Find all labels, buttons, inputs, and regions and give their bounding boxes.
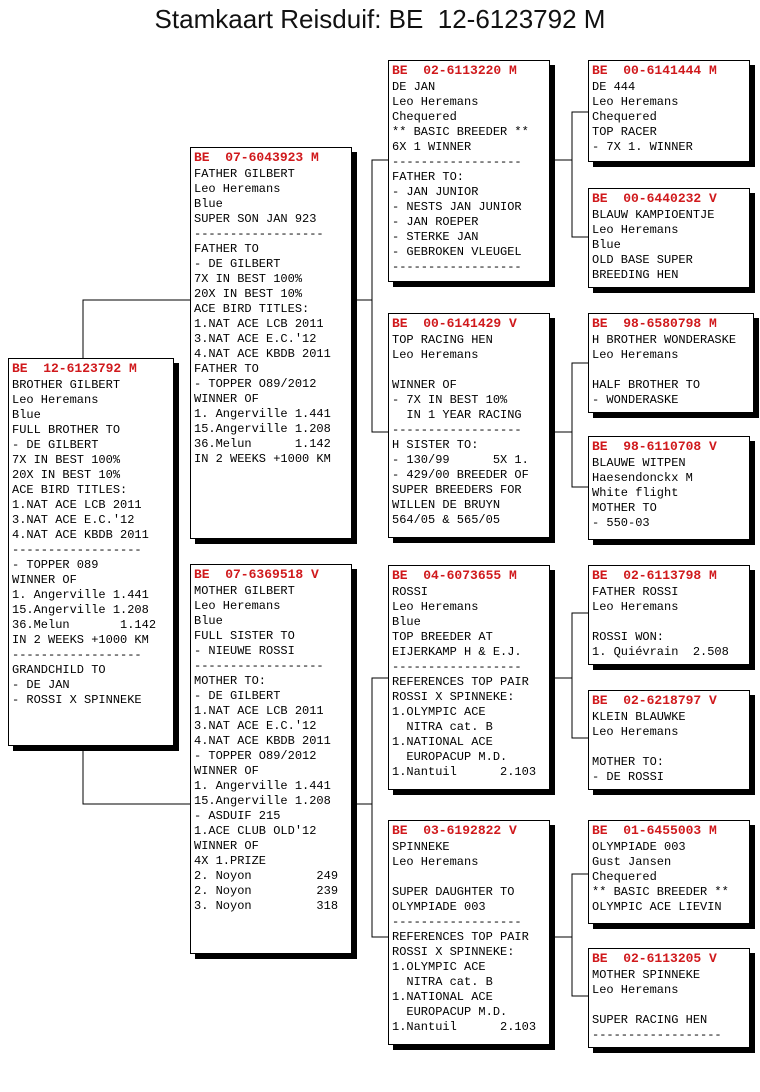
card-line: ------------------ [12, 648, 142, 662]
card-lines [194, 167, 348, 467]
card-line: BLAUWE WITPEN [592, 456, 686, 470]
ring-number: BE 00-6141429 V [392, 316, 517, 331]
connector-ff-fff [550, 112, 588, 160]
card-line: - NESTS JAN JUNIOR [392, 200, 522, 214]
card-line: 4.NAT ACE KBDB 2011 [194, 734, 331, 748]
card-line: SUPER BREEDERS FOR [392, 483, 522, 497]
card-line: 2. Noyon 249 [194, 869, 339, 883]
card-line: 3.NAT ACE E.C.'12 [194, 332, 317, 346]
connector-father-fm [372, 300, 388, 432]
card-line: ------------------ [392, 260, 522, 274]
connector-mf-mfm [572, 678, 588, 738]
pigeon-card-mother-mother [388, 820, 550, 1045]
card-line: REFERENCES TOP PAIR [392, 675, 529, 689]
card-line [592, 363, 750, 378]
card-line: REFERENCES TOP PAIR [392, 930, 529, 944]
card-line: FATHER TO [194, 362, 259, 376]
card-line: 1.NAT ACE LCB 2011 [194, 317, 324, 331]
connector-fm-fmm [572, 432, 588, 487]
card-line: WINNER OF [194, 839, 259, 853]
card-line: H SISTER TO: [392, 438, 479, 452]
card-line: Blue [12, 408, 41, 422]
card-line: TOP RACER [592, 125, 657, 139]
card-line: Blue [194, 197, 223, 211]
pigeon-card-mmm [588, 948, 750, 1048]
card-line: 1. Angerville 1.441 [194, 407, 331, 421]
ring-number: BE 12-6123792 M [12, 361, 137, 376]
card-line: ------------------ [12, 543, 142, 557]
card-lines [392, 333, 546, 528]
card-lines [12, 378, 170, 708]
pigeon-card-father [190, 147, 352, 539]
card-line: - DE GILBERT [194, 689, 281, 703]
ring-number: BE 04-6073655 M [392, 568, 517, 583]
card-line [592, 615, 746, 630]
card-line: IN 2 WEEKS +1000 KM [194, 452, 331, 466]
card-line: SUPER RACING HEN [592, 1013, 708, 1027]
card-line: 1.Nantuil 2.103 [392, 765, 537, 779]
card-line: Leo Heremans [592, 348, 679, 362]
card-line: Haesendonckx M [592, 471, 693, 485]
ring-number: BE 00-6440232 V [592, 191, 717, 206]
card-line: Chequered [592, 110, 657, 124]
card-line [392, 870, 546, 885]
card-line: 1.OLYMPIC ACE [392, 705, 486, 719]
card-line: ** BASIC BREEDER ** [392, 125, 529, 139]
connector-subject-father [83, 300, 190, 358]
card-line: 2. Noyon 239 [194, 884, 339, 898]
ring-number: BE 03-6192822 V [392, 823, 517, 838]
card-line: FATHER TO: [392, 170, 465, 184]
card-line: OLYMPIC ACE LIEVIN [592, 900, 722, 914]
card-line: - STERKE JAN [392, 230, 479, 244]
card-line: - TOPPER O89/2012 [194, 377, 317, 391]
card-line: - 130/99 5X 1. [392, 453, 529, 467]
card-line: OLD BASE SUPER [592, 253, 693, 267]
card-line: 7X IN BEST 100% [12, 453, 121, 467]
card-line: MOTHER TO: [592, 755, 665, 769]
card-line: - WONDERASKE [592, 393, 679, 407]
card-lines [592, 80, 746, 155]
ring-number: BE 07-6043923 M [194, 150, 319, 165]
card-line: WINNER OF [194, 764, 259, 778]
card-line: - NIEUWE ROSSI [194, 644, 295, 658]
card-line: White flight [592, 486, 679, 500]
pigeon-card-mother [190, 564, 352, 954]
card-line: 36.Melun 1.142 [12, 618, 157, 632]
ring-number: BE 01-6455003 M [592, 823, 717, 838]
card-lines [392, 80, 546, 275]
card-line: BROTHER GILBERT [12, 378, 121, 392]
card-line: Leo Heremans [592, 725, 679, 739]
card-line: ------------------ [392, 155, 522, 169]
card-line: 1.OLYMPIC ACE [392, 960, 486, 974]
page-title: Stamkaart Reisduif: BE 12-6123792 M [154, 4, 606, 34]
card-lines [592, 456, 746, 531]
card-line: EUROPACUP M.D. [392, 1005, 508, 1019]
card-line: 15.Angerville 1.208 [194, 422, 331, 436]
card-line: TOP BREEDER AT [392, 630, 493, 644]
card-line: ------------------ [392, 423, 522, 437]
card-line: - TOPPER 089 [12, 558, 99, 572]
pigeon-card-fff [588, 60, 750, 162]
card-line: MOTHER SPINNEKE [592, 968, 701, 982]
card-line: MOTHER TO: [194, 674, 267, 688]
card-line: - ASDUIF 215 [194, 809, 281, 823]
card-line: SUPER SON JAN 923 [194, 212, 317, 226]
card-lines [194, 584, 348, 914]
card-lines [592, 840, 746, 915]
pigeon-card-fmf [588, 313, 754, 413]
card-line: IN 1 YEAR RACING [392, 408, 522, 422]
card-line: - 7X IN BEST 10% [392, 393, 508, 407]
card-line: - DE GILBERT [194, 257, 281, 271]
card-line: Leo Heremans [194, 182, 281, 196]
card-line: H BROTHER WONDERASKE [592, 333, 737, 347]
card-line: 4X 1.PRIZE [194, 854, 267, 868]
card-line: 1. Quiévrain 2.508 [592, 645, 729, 659]
card-lines [392, 840, 546, 1035]
pigeon-card-mff [588, 565, 750, 665]
card-line: 3. Noyon 318 [194, 899, 339, 913]
card-line: ** BASIC BREEDER ** [592, 885, 729, 899]
card-line: 1.NATIONAL ACE [392, 990, 493, 1004]
card-line: - DE ROSSI [592, 770, 665, 784]
card-line: WINNER OF [194, 392, 259, 406]
card-line: FATHER TO [194, 242, 259, 256]
card-line: ROSSI [392, 585, 429, 599]
card-line: BREEDING HEN [592, 268, 679, 282]
card-line: EUROPACUP M.D. [392, 750, 508, 764]
card-line [592, 740, 746, 755]
card-lines [592, 710, 746, 785]
card-line: FULL SISTER TO [194, 629, 295, 643]
card-line: WINNER OF [12, 573, 77, 587]
card-line: EIJERKAMP H & E.J. [392, 645, 522, 659]
card-line: WINNER OF [392, 378, 457, 392]
card-line: Chequered [592, 870, 657, 884]
card-line: Leo Heremans [392, 348, 479, 362]
card-line: OLYMPIADE 003 [592, 840, 686, 854]
card-line: FULL BROTHER TO [12, 423, 121, 437]
card-line: SPINNEKE [392, 840, 450, 854]
card-line: Blue [592, 238, 621, 252]
connector-father-ff [350, 160, 388, 300]
card-line: GRANDCHILD TO [12, 663, 106, 677]
card-line: 20X IN BEST 10% [12, 468, 121, 482]
card-line: FATHER ROSSI [592, 585, 679, 599]
card-line: 36.Melun 1.142 [194, 437, 331, 451]
ring-number: BE 07-6369518 V [194, 567, 319, 582]
card-line: 4.NAT ACE KBDB 2011 [194, 347, 331, 361]
card-line: - JAN ROEPER [392, 215, 479, 229]
connector-fm-fmf [550, 363, 588, 432]
ring-number: BE 98-6110708 V [592, 439, 717, 454]
ring-number: BE 02-6113798 M [592, 568, 717, 583]
card-line: ------------------ [194, 227, 324, 241]
card-line: TOP RACING HEN [392, 333, 493, 347]
card-line: - 7X 1. WINNER [592, 140, 693, 154]
connector-subject-mother [83, 746, 190, 804]
card-line: ------------------ [392, 915, 522, 929]
card-line: 1.NATIONAL ACE [392, 735, 493, 749]
card-line: Leo Heremans [392, 95, 479, 109]
pigeon-card-father-mother [388, 313, 550, 538]
card-line: FATHER GILBERT [194, 167, 295, 181]
card-line: Blue [392, 615, 421, 629]
card-line: Leo Heremans [592, 223, 679, 237]
card-line: ROSSI WON: [592, 630, 665, 644]
connector-mm-mmf [550, 874, 588, 937]
pigeon-card-mother-father [388, 565, 550, 790]
card-line: - DE GILBERT [12, 438, 99, 452]
card-line: DE JAN [392, 80, 436, 94]
card-line: - TOPPER O89/2012 [194, 749, 317, 763]
card-line: ACE BIRD TITLES: [194, 302, 310, 316]
card-lines [592, 208, 746, 283]
card-line: - 429/00 BREEDER OF [392, 468, 529, 482]
card-line: - ROSSI X SPINNEKE [12, 693, 142, 707]
card-line: 564/05 & 565/05 [392, 513, 501, 527]
card-line: MOTHER GILBERT [194, 584, 295, 598]
pigeon-card-ffm [588, 188, 750, 288]
ring-number: BE 02-6113205 V [592, 951, 717, 966]
card-line: 1.NAT ACE LCB 2011 [194, 704, 324, 718]
card-line: NITRA cat. B [392, 975, 493, 989]
card-line: ACE BIRD TITLES: [12, 483, 128, 497]
card-line: 1.NAT ACE LCB 2011 [12, 498, 142, 512]
card-line: Leo Heremans [392, 855, 479, 869]
card-line: 15.Angerville 1.208 [194, 794, 331, 808]
card-line: MOTHER TO [592, 501, 657, 515]
card-line: DE 444 [592, 80, 636, 94]
card-line: 3.NAT ACE E.C.'12 [194, 719, 317, 733]
card-line: - 550-03 [592, 516, 650, 530]
card-line: NITRA cat. B [392, 720, 493, 734]
card-line: ------------------ [392, 660, 522, 674]
card-line: ROSSI X SPINNEKE: [392, 945, 515, 959]
card-line: 7X IN BEST 100% [194, 272, 303, 286]
card-line: 1. Angerville 1.441 [12, 588, 149, 602]
card-line: ------------------ [592, 1028, 722, 1042]
card-line: KLEIN BLAUWKE [592, 710, 686, 724]
card-line: HALF BROTHER TO [592, 378, 701, 392]
card-line: 1. Angerville 1.441 [194, 779, 331, 793]
card-line: Leo Heremans [592, 600, 679, 614]
connector-ff-ffm [572, 160, 588, 237]
card-line: 3.NAT ACE E.C.'12 [12, 513, 135, 527]
ring-number: BE 98-6580798 M [592, 316, 717, 331]
ring-number: BE 00-6141444 M [592, 63, 717, 78]
connector-mm-mmm [572, 937, 588, 996]
card-lines [592, 585, 746, 660]
card-line: Leo Heremans [392, 600, 479, 614]
ring-number: BE 02-6113220 M [392, 63, 517, 78]
card-line: 1.Nantuil 2.103 [392, 1020, 537, 1034]
card-line: Gust Jansen [592, 855, 672, 869]
card-line: BLAUW KAMPIOENTJE [592, 208, 715, 222]
pigeon-card-father-father [388, 60, 550, 282]
card-line: - GEBROKEN VLEUGEL [392, 245, 522, 259]
connector-mother-mm [372, 804, 388, 937]
card-line: ------------------ [194, 659, 324, 673]
card-line: OLYMPIADE 003 [392, 900, 486, 914]
connector-mf-mff [550, 613, 588, 678]
connector-mother-mf [350, 678, 388, 804]
pigeon-card-mmf [588, 820, 750, 924]
card-line: Leo Heremans [592, 95, 679, 109]
card-line: Blue [194, 614, 223, 628]
card-line: 4.NAT ACE KBDB 2011 [12, 528, 149, 542]
pigeon-card-fmm [588, 436, 750, 540]
pigeon-card-subject [8, 358, 174, 746]
card-line: 15.Angerville 1.208 [12, 603, 149, 617]
card-line: Leo Heremans [592, 983, 679, 997]
pigeon-card-mfm [588, 690, 750, 790]
ring-number: BE 02-6218797 V [592, 693, 717, 708]
card-line: Leo Heremans [194, 599, 281, 613]
card-line: WILLEN DE BRUYN [392, 498, 501, 512]
card-line: Chequered [392, 110, 457, 124]
card-line: - DE JAN [12, 678, 70, 692]
card-line: SUPER DAUGHTER TO [392, 885, 515, 899]
card-line: 20X IN BEST 10% [194, 287, 303, 301]
card-line: - JAN JUNIOR [392, 185, 479, 199]
card-line: ROSSI X SPINNEKE: [392, 690, 515, 704]
card-line [392, 363, 546, 378]
card-lines [592, 333, 750, 408]
card-line: 6X 1 WINNER [392, 140, 472, 154]
card-line: Leo Heremans [12, 393, 99, 407]
card-line [592, 998, 746, 1013]
card-line: 1.ACE CLUB OLD'12 [194, 824, 317, 838]
card-lines [392, 585, 546, 780]
card-lines [592, 968, 746, 1043]
card-line: IN 2 WEEKS +1000 KM [12, 633, 149, 647]
